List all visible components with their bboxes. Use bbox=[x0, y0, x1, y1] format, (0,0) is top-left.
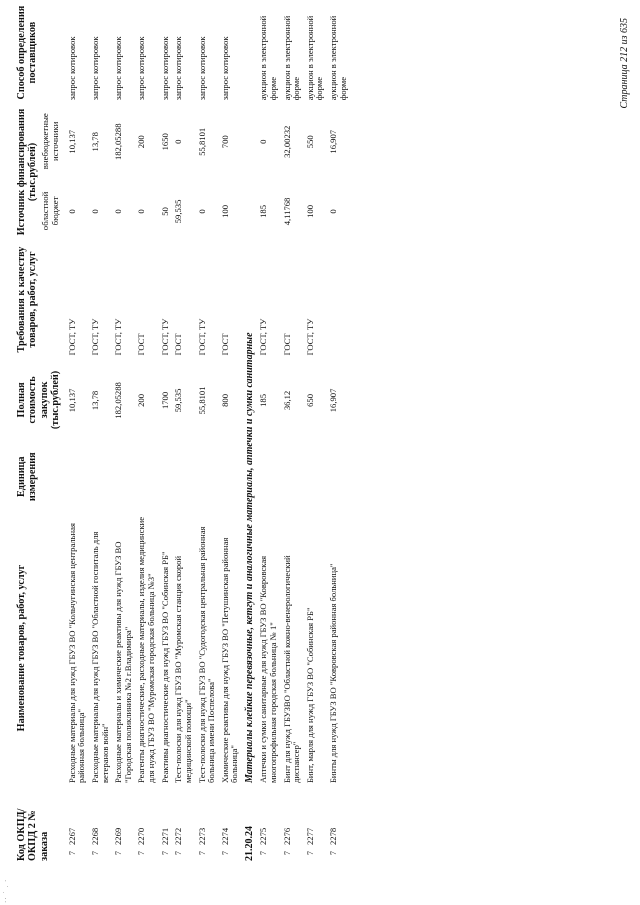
cell-method: запрос котировок bbox=[196, 36, 207, 101]
cell-code bbox=[172, 785, 195, 863]
header-financing-regional: областной бюджет bbox=[40, 191, 61, 231]
row-prefix: 7 bbox=[219, 851, 230, 856]
cell-extrabudget: 182,05288 bbox=[113, 123, 124, 161]
row-prefix: 7 bbox=[304, 851, 315, 856]
row-prefix: 7 bbox=[196, 851, 207, 856]
row-prefix: 7 bbox=[89, 851, 100, 856]
cell-method: аукцион в электронной форме bbox=[328, 15, 348, 101]
row-order-number: 2277 bbox=[304, 827, 315, 845]
cell-regional-budget: 0 bbox=[196, 209, 207, 214]
table-row bbox=[66, 3, 89, 863]
cell-code bbox=[135, 785, 158, 863]
page-number: Страница 212 из 635 bbox=[619, 18, 630, 109]
cell-name: Реактивы диагностические для нужд ГБУЗ ВО "Собинская РБ" bbox=[159, 551, 170, 784]
table-row bbox=[89, 3, 112, 863]
cell-requirements: ГОСТ bbox=[281, 333, 292, 356]
cell-cost: 200 bbox=[136, 394, 147, 407]
cell-code bbox=[159, 785, 173, 863]
row-prefix: 7 bbox=[281, 851, 292, 856]
cell-name: Тест-полоски для нужд ГБУЗ ВО "Судогодская центральная районная больница имени Поспелова" bbox=[196, 526, 217, 784]
cell-extrabudget: 55,8101 bbox=[196, 127, 207, 156]
procurement-table bbox=[14, 3, 350, 863]
cell-name: Расходные материалы для нужд ГБУЗ ВО "Областной госпиталь для ветеранов войн" bbox=[89, 531, 110, 784]
table-row bbox=[304, 3, 327, 863]
header-code: Код ОКПД/ ОКПД 2 № заказа bbox=[16, 808, 50, 861]
cell-code bbox=[112, 785, 135, 863]
table-row bbox=[327, 3, 350, 863]
cell-unit bbox=[196, 442, 219, 511]
cell-regional-budget: 4,11768 bbox=[281, 197, 292, 226]
cell-cost: 10,137 bbox=[66, 388, 77, 413]
cell-cost: 1700 bbox=[159, 391, 170, 410]
row-order-number: 2268 bbox=[89, 827, 100, 845]
header-financing: Источник финансирования (тыс.рублей) bbox=[16, 108, 39, 236]
cell-extrabudget: 200 bbox=[136, 135, 147, 149]
header-name: Наименование товаров, работ, услуг bbox=[16, 564, 27, 732]
cell-code bbox=[281, 785, 304, 863]
cell-extrabudget: 16,907 bbox=[328, 129, 338, 154]
cell-code bbox=[304, 785, 327, 863]
cell-name: Расходные материалы для нужд ГБУЗ ВО "Кольчугинская центральная районная больница" bbox=[66, 523, 87, 784]
cell-requirements: ГОСТ, ТУ bbox=[159, 318, 170, 356]
cell-unit bbox=[112, 442, 135, 511]
table-row bbox=[196, 3, 219, 863]
row-prefix: 7 bbox=[136, 851, 147, 856]
cell-regional-budget: 100 bbox=[304, 205, 315, 218]
cell-requirements: ГОСТ, ТУ bbox=[113, 318, 124, 356]
cell-name: Химические реактивы для нужд ГБУЗ ВО "Петушинская районная больница" bbox=[219, 537, 240, 784]
cell-unit bbox=[219, 442, 242, 511]
cell-requirements: ГОСТ, ТУ bbox=[304, 318, 315, 356]
cell-cost: 800 bbox=[219, 394, 230, 407]
cell-extrabudget: 700 bbox=[219, 135, 230, 149]
cell-extrabudget: 550 bbox=[304, 135, 315, 149]
cell-requirements: ГОСТ bbox=[173, 333, 184, 356]
cell-unit bbox=[172, 442, 195, 511]
cell-unit bbox=[66, 442, 89, 511]
table-row bbox=[281, 3, 304, 863]
cell-cost: 55,8101 bbox=[196, 386, 207, 415]
cell-cost: 182,05288 bbox=[113, 382, 124, 419]
cell-name: Расходные материалы и химические реактивы для нужд ГБУЗ ВО "Городская поликлиника №2 г.Владимира" bbox=[113, 541, 133, 784]
group-title: Материалы клейкие перевязочные, кетгут и аналогичные материалы, аптечки и сумки санитарные bbox=[244, 332, 256, 784]
cell-regional-budget: 0 bbox=[66, 209, 77, 214]
table-header bbox=[14, 3, 66, 863]
cell-method: аукцион в электронной форме bbox=[258, 15, 278, 101]
row-prefix: 7 bbox=[159, 851, 170, 856]
cell-unit bbox=[89, 442, 112, 511]
cell-regional-budget: 0 bbox=[113, 209, 124, 214]
cell-code bbox=[219, 785, 242, 863]
row-order-number: 2267 bbox=[66, 827, 77, 845]
cell-name: Бинт для нужд ГБУЗВО "Областной кожно-венерологический диспансер" bbox=[281, 555, 302, 784]
table-row bbox=[257, 3, 280, 863]
cell-requirements: ГОСТ bbox=[219, 333, 230, 356]
row-order-number: 2272 bbox=[173, 827, 184, 845]
row-order-number: 2269 bbox=[113, 827, 124, 845]
row-order-number: 2276 bbox=[281, 827, 292, 845]
table-row bbox=[135, 3, 158, 863]
cell-unit bbox=[257, 442, 280, 511]
cell-name: Бинт, марля для нужд ГБУЗ ВО "Собинская РБ" bbox=[304, 607, 315, 784]
header-requirements: Требования к качеству товаров, работ, услуг bbox=[16, 246, 39, 353]
cell-method: запрос котировок bbox=[219, 36, 230, 101]
cell-name: Тест-полоски для нужд ГБУЗ ВО "Муромская станция скорой медицинской помощи" bbox=[173, 555, 193, 784]
cell-cost: 185 bbox=[258, 394, 269, 407]
cell-method: запрос котировок bbox=[159, 36, 170, 101]
row-order-number: 2270 bbox=[136, 827, 147, 845]
cell-code bbox=[196, 785, 219, 863]
cell-code bbox=[89, 785, 112, 863]
row-order-number: 2271 bbox=[159, 827, 170, 845]
cell-regional-budget: 0 bbox=[136, 209, 147, 214]
header-method: Способ определения поставщиков bbox=[16, 5, 39, 100]
header-financing-extra: внебюджетные источники bbox=[40, 113, 61, 170]
cell-method: запрос котировок bbox=[113, 36, 124, 101]
row-order-number: 2275 bbox=[258, 827, 269, 845]
group-row bbox=[242, 3, 257, 863]
group-code: 21.20.24 bbox=[244, 826, 256, 861]
cell-unit bbox=[135, 442, 158, 511]
cell-requirements: ГОСТ, ТУ bbox=[258, 318, 269, 356]
table-row bbox=[112, 3, 135, 863]
cell-regional-budget: 0 bbox=[328, 209, 338, 214]
cell-cost: 36,12 bbox=[281, 390, 292, 411]
cell-requirements bbox=[327, 242, 350, 358]
cell-method: запрос котировок bbox=[89, 36, 100, 101]
row-order-number: 2273 bbox=[196, 827, 207, 845]
table-body bbox=[66, 3, 351, 863]
cell-unit bbox=[304, 442, 327, 511]
cell-extrabudget: 13,78 bbox=[89, 132, 100, 152]
cell-extrabudget: 0 bbox=[173, 139, 184, 144]
cell-code bbox=[327, 785, 350, 863]
cell-unit bbox=[327, 442, 350, 511]
cell-requirements: ГОСТ, ТУ bbox=[89, 318, 100, 356]
cell-requirements: ГОСТ bbox=[136, 333, 147, 356]
row-prefix: 7 bbox=[328, 851, 338, 856]
row-prefix: 7 bbox=[66, 851, 77, 856]
cell-regional-budget: 0 bbox=[89, 209, 100, 214]
row-prefix: 7 bbox=[113, 851, 124, 856]
cell-name: Бинты для нужд ГБУЗ ВО "Ковровская районная больница" bbox=[328, 563, 338, 784]
cell-unit bbox=[159, 442, 173, 511]
cell-extrabudget: 1650 bbox=[159, 133, 170, 151]
cell-cost: 650 bbox=[304, 394, 315, 407]
cell-method: аукцион в электронной форме bbox=[281, 15, 302, 101]
cell-extrabudget: 32,00232 bbox=[281, 125, 292, 158]
cell-regional-budget: 59,535 bbox=[173, 199, 184, 224]
cell-method: запрос котировок bbox=[173, 36, 184, 101]
cell-cost: 59,535 bbox=[173, 388, 184, 413]
table-row bbox=[159, 3, 173, 863]
table-row bbox=[172, 3, 195, 863]
cell-regional-budget: 50 bbox=[159, 207, 170, 216]
cell-cost: 13,78 bbox=[89, 390, 100, 411]
cell-method: запрос котировок bbox=[136, 36, 147, 101]
cell-extrabudget: 0 bbox=[258, 139, 269, 144]
cell-regional-budget: 100 bbox=[219, 205, 230, 218]
cell-requirements: ГОСТ, ТУ bbox=[196, 318, 207, 356]
header-cost: Полная стоимость закупок (тыс.рублей) bbox=[16, 370, 62, 430]
cell-unit bbox=[281, 442, 304, 511]
row-prefix: 7 bbox=[258, 851, 269, 856]
header-unit: Единица измерения bbox=[16, 452, 39, 502]
table-row bbox=[219, 3, 242, 863]
cell-code bbox=[257, 785, 280, 863]
cell-name: Аптечки и сумки санитарные для нужд ГБУЗ ВО "Ковровская многопрофильная городская больница № 1" bbox=[258, 555, 278, 784]
row-order-number: 2274 bbox=[219, 827, 230, 845]
cell-requirements: ГОСТ, ТУ bbox=[66, 318, 77, 356]
row-order-number: 2278 bbox=[328, 827, 338, 845]
cell-extrabudget: 10,137 bbox=[66, 129, 77, 154]
row-prefix: 7 bbox=[173, 851, 184, 856]
cell-name: Реагенты диагностические, расходные материалы, изделия медицинские для нужд ГБУЗ ВО "Муромская городская больница №3" bbox=[136, 516, 157, 784]
cell-cost: 16,907 bbox=[328, 388, 338, 413]
cell-method: запрос котировок bbox=[66, 36, 77, 101]
cell-regional-budget: 185 bbox=[258, 205, 269, 218]
cell-code bbox=[66, 785, 89, 863]
scan-artifact: ·· ˙ . · bbox=[2, 878, 10, 903]
cell-method: аукцион в электронной форме bbox=[304, 15, 325, 101]
